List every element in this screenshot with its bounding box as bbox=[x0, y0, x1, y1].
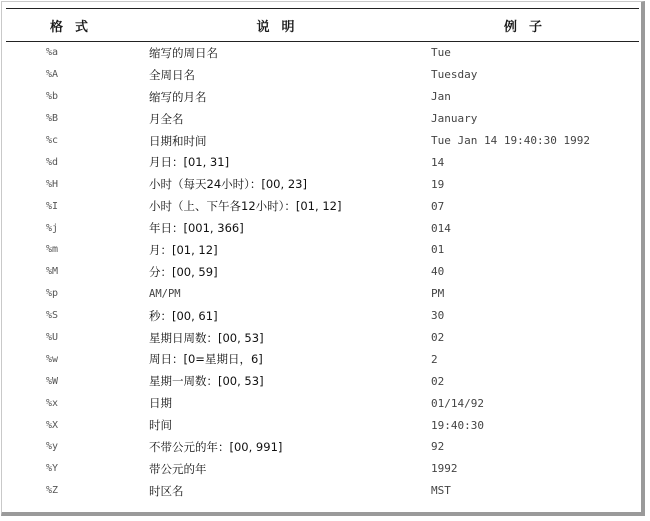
table-row bbox=[6, 283, 639, 305]
format-code: %a bbox=[46, 47, 59, 59]
format-code: %I bbox=[46, 200, 59, 212]
format-example: MST bbox=[431, 484, 451, 498]
table-row bbox=[6, 370, 639, 392]
table-body bbox=[6, 42, 639, 502]
format-example: PM bbox=[431, 287, 445, 301]
format-example: 01/14/92 bbox=[431, 396, 484, 410]
format-description: 星期一周数：[00, 53] bbox=[149, 374, 264, 389]
format-code: %Y bbox=[46, 463, 59, 475]
format-description: 日期 bbox=[149, 396, 172, 411]
format-description: 小时（上、下午各12小时）：[01, 12] bbox=[149, 199, 342, 214]
format-example: 19:40:30 bbox=[431, 418, 484, 432]
table-row bbox=[6, 480, 639, 502]
table-row bbox=[6, 108, 639, 130]
table-row bbox=[6, 173, 639, 195]
format-example: 02 bbox=[431, 374, 445, 388]
format-code: %H bbox=[46, 178, 59, 190]
table-row bbox=[6, 305, 639, 327]
format-description: 带公元的年 bbox=[149, 461, 207, 476]
format-code: %W bbox=[46, 375, 59, 387]
header-example: 例子 bbox=[419, 9, 639, 42]
format-example: 14 bbox=[431, 155, 445, 169]
format-code: %w bbox=[46, 353, 59, 365]
table-row bbox=[6, 392, 639, 414]
table-row bbox=[6, 42, 639, 64]
format-description: 年日：[001, 366] bbox=[149, 221, 244, 236]
format-code: %c bbox=[46, 135, 59, 146]
format-description: 周日：[0=星期日，6] bbox=[149, 352, 263, 367]
table-row bbox=[6, 151, 639, 173]
format-description: 日期和时间 bbox=[149, 133, 207, 148]
format-example: January bbox=[431, 112, 478, 126]
format-code: %m bbox=[46, 244, 59, 256]
table-row bbox=[6, 195, 639, 217]
format-example: 2 bbox=[431, 352, 438, 366]
table-row bbox=[6, 261, 639, 283]
table-row bbox=[6, 436, 639, 458]
format-description: 分：[00, 59] bbox=[149, 264, 218, 279]
header-description: 说明 bbox=[144, 9, 419, 42]
table-row bbox=[6, 130, 639, 152]
format-description: 小时（每天24小时）：[00, 23] bbox=[149, 177, 307, 192]
format-example: 1992 bbox=[431, 462, 458, 476]
format-example: 92 bbox=[431, 440, 445, 454]
format-example: 30 bbox=[431, 309, 445, 323]
format-code: %y bbox=[46, 441, 59, 453]
table-row bbox=[6, 327, 639, 349]
format-example: 014 bbox=[431, 221, 451, 235]
format-example: 40 bbox=[431, 265, 445, 279]
format-description: 秒：[00, 61] bbox=[149, 308, 218, 323]
table-row bbox=[6, 64, 639, 86]
format-description: 月全名 bbox=[149, 111, 184, 126]
format-example: Jan bbox=[431, 90, 451, 104]
format-description: 月日：[01, 31] bbox=[149, 155, 230, 170]
format-code: %x bbox=[46, 397, 59, 409]
format-example: 19 bbox=[431, 177, 445, 191]
table-row bbox=[6, 414, 639, 436]
table-row bbox=[6, 348, 639, 370]
table-row bbox=[6, 86, 639, 108]
format-code: %b bbox=[46, 91, 59, 103]
table-header bbox=[6, 9, 639, 42]
format-code: %U bbox=[46, 332, 59, 344]
format-description: 星期日周数：[00, 53] bbox=[149, 330, 264, 345]
format-description: 全周日名 bbox=[149, 67, 195, 82]
header-row bbox=[6, 9, 639, 42]
format-description: 时间 bbox=[149, 418, 172, 433]
format-code: %d bbox=[46, 156, 59, 168]
format-description: AM/PM bbox=[149, 287, 181, 300]
format-description: 缩写的周日名 bbox=[149, 45, 218, 60]
format-code: %B bbox=[46, 113, 59, 125]
format-code: %j bbox=[46, 222, 59, 234]
format-description: 缩写的月名 bbox=[149, 89, 207, 104]
format-code: %M bbox=[46, 266, 59, 278]
format-example: 07 bbox=[431, 199, 445, 213]
format-code: %X bbox=[46, 419, 59, 431]
header-format: 格式 bbox=[6, 9, 144, 42]
format-example: Tue Jan 14 19:40:30 1992 bbox=[431, 134, 590, 147]
format-code: %A bbox=[46, 69, 59, 81]
format-example: 02 bbox=[431, 331, 445, 345]
table-row bbox=[6, 458, 639, 480]
format-code: %p bbox=[46, 288, 59, 300]
table-row bbox=[6, 217, 639, 239]
format-example: Tuesday bbox=[431, 68, 478, 82]
format-code: %Z bbox=[46, 485, 59, 497]
strftime-format-table bbox=[6, 8, 639, 502]
format-example: 01 bbox=[431, 243, 445, 257]
format-example: Tue bbox=[431, 46, 451, 60]
page-frame bbox=[1, 1, 645, 516]
table-row bbox=[6, 239, 639, 261]
format-code: %S bbox=[46, 310, 59, 322]
format-description: 不带公元的年：[00, 991] bbox=[149, 439, 283, 454]
format-description: 月：[01, 12] bbox=[149, 242, 218, 257]
format-description: 时区名 bbox=[149, 483, 184, 498]
